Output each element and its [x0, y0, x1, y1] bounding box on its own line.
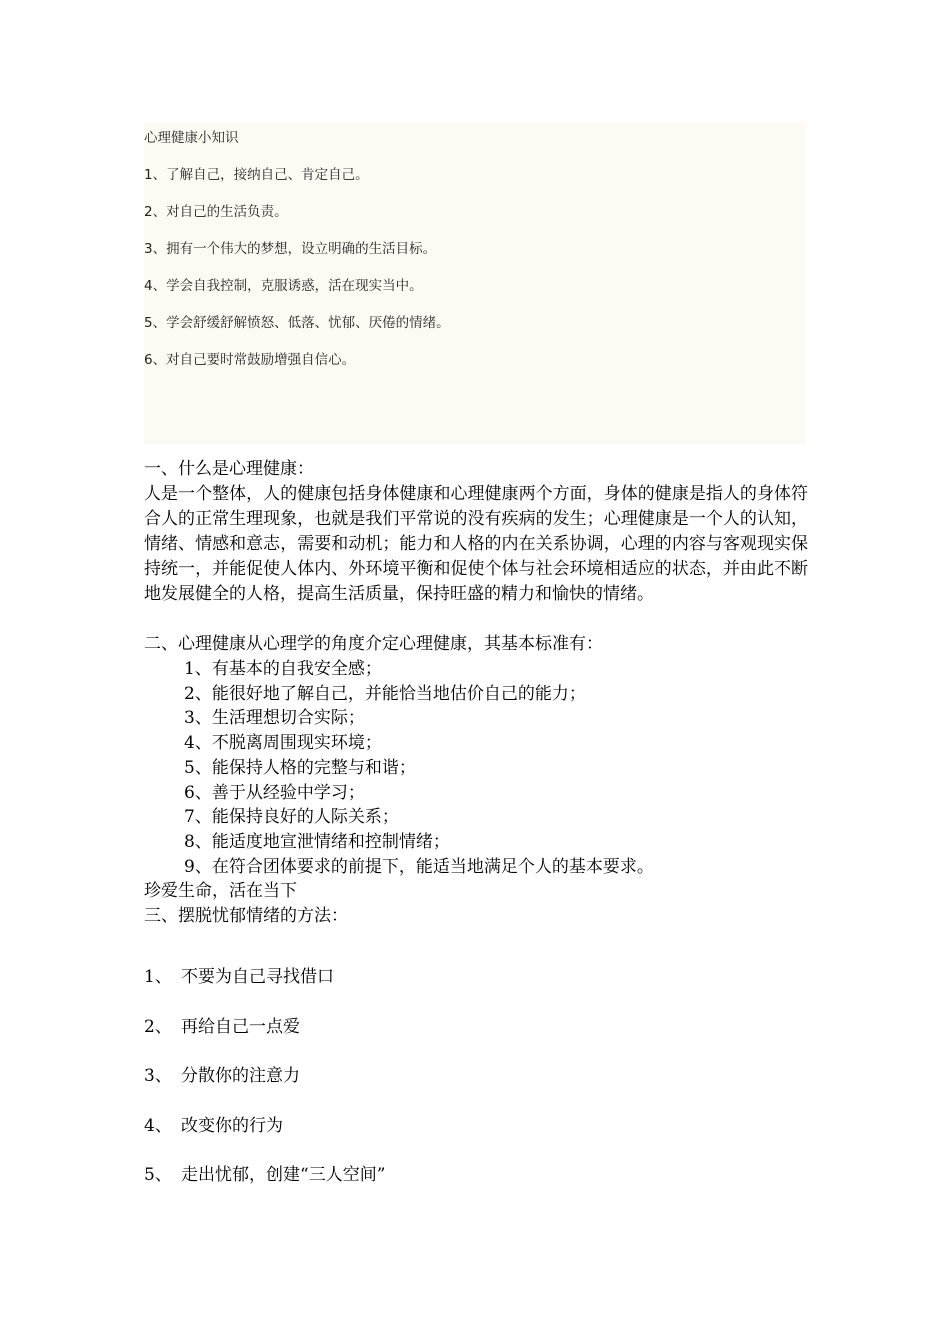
- standard-item: 1、有基本的自我安全感；: [184, 659, 382, 679]
- blank-line: [144, 607, 808, 632]
- method-text: 改变你的行为: [181, 1115, 283, 1136]
- method-text: 再给自己一点爱: [181, 1016, 300, 1037]
- method-text: 走出忧郁，创建“三人空间”: [181, 1165, 386, 1185]
- method-number: 2、: [144, 1016, 172, 1037]
- tips-list: [144, 165, 450, 387]
- method-number: 5、: [144, 1165, 172, 1185]
- method-number: 4、: [144, 1115, 172, 1136]
- slogan: 珍爱生命，活在当下: [144, 881, 297, 902]
- section2-heading: 二、心理健康从心理学的角度介定心理健康，其基本标准有：: [144, 634, 603, 654]
- methods-list: [144, 965, 385, 1213]
- method-item: [144, 1015, 385, 1065]
- method-number: 3、: [144, 1066, 172, 1086]
- method-text: 分散你的注意力: [181, 1066, 300, 1086]
- method-item: [144, 1114, 385, 1164]
- tips-item: 4、学会自我控制，克服诱惑，活在现实当中。: [144, 278, 423, 294]
- method-item: [144, 965, 385, 1015]
- method-item: [144, 1064, 385, 1114]
- body-text: [144, 457, 808, 929]
- standard-item: 7、能保持良好的人际关系；: [184, 807, 399, 828]
- method-number: 1、: [144, 967, 172, 987]
- tips-item: 6、对自己要时常鼓励增强自信心。: [144, 352, 356, 368]
- tips-box: [144, 122, 806, 444]
- tips-item: 1、了解自己，接纳自己、肯定自己。: [144, 167, 369, 183]
- method-text: 不要为自己寻找借口: [181, 967, 334, 987]
- standard-item: 6、善于从经验中学习；: [184, 782, 365, 803]
- method-item: [144, 1163, 385, 1213]
- tips-item: 2、对自己的生活负责。: [144, 204, 288, 220]
- section1-paragraph: 人是一个整体，人的健康包括身体健康和心理健康两个方面，身体的健康是指人的身体符合人的正常生理现象，也就是我们平常说的没有疾病的发生；心理健康是一个人的认知，情绪、情感和意志，需要和动机；能力和人格的内在关系协调，心理的内容与客观现实保持统一，并能促使人体内、外环境平衡和促使个体与社会环境相适应的状态，并由此不断地发展健全的人格，提高生活质量，保持旺盛的精力和愉快的情绪。: [144, 484, 808, 604]
- section1-heading: 一、什么是心理健康：: [144, 459, 314, 479]
- tips-title: 心理健康小知识: [144, 130, 239, 146]
- standard-item: 4、不脱离周围现实环境；: [184, 733, 382, 754]
- section3-heading: 三、摆脱忧郁情绪的方法：: [144, 906, 348, 927]
- standard-item: 5、能保持人格的完整与和谐；: [184, 757, 416, 778]
- standard-item: 8、能适度地宣泄情绪和控制情绪；: [184, 831, 450, 852]
- tips-item: 5、学会舒缓舒解愤怒、低落、忧郁、厌倦的情绪。: [144, 315, 450, 331]
- standards-list: [144, 657, 808, 879]
- standard-item: 3、生活理想切合实际；: [184, 708, 365, 729]
- standard-item: 9、在符合团体要求的前提下，能适当地满足个人的基本要求。: [184, 856, 654, 877]
- standard-item: 2、能很好地了解自己，并能恰当地估价自己的能力；: [184, 683, 586, 704]
- tips-item: 3、拥有一个伟大的梦想，设立明确的生活目标。: [144, 241, 437, 257]
